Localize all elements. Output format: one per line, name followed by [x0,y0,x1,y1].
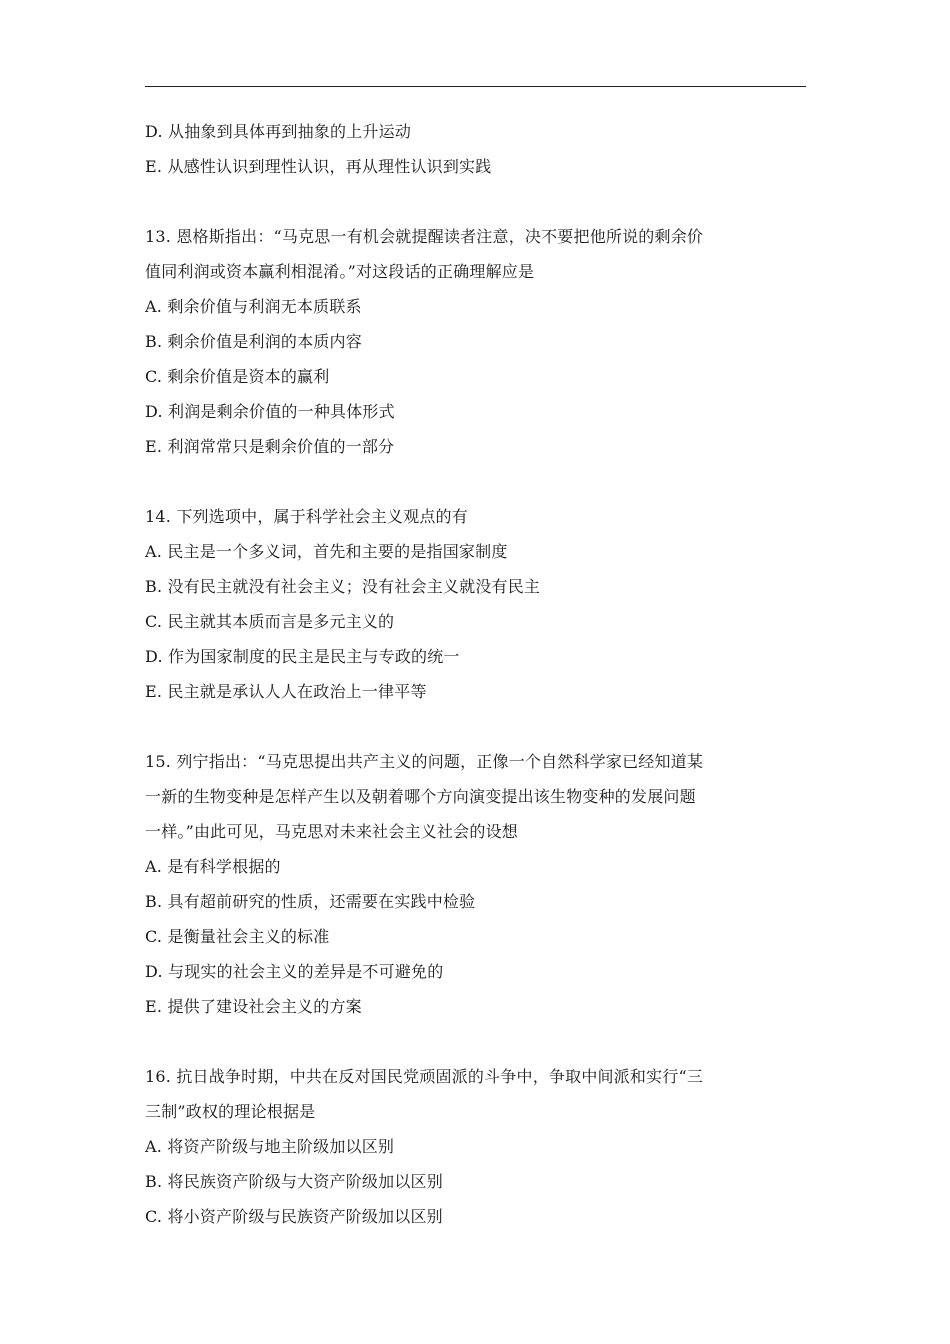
option-line: C. 剩余价值是资本的赢利 [145,367,330,386]
option-line: E. 从感性认识到理性认识，再从理性认识到实践 [145,157,492,176]
question-stem: 值同利润或资本赢利相混淆。”对这段话的正确理解应是 [145,262,535,281]
option-line: A. 将资产阶级与地主阶级加以区别 [145,1137,395,1156]
question-stem: 13. 恩格斯指出：“马克思一有机会就提醒读者注意，决不要把他所说的剩余价 [145,227,704,246]
option-line: C. 民主就其本质而言是多元主义的 [145,612,395,631]
option-line: A. 民主是一个多义词，首先和主要的是指国家制度 [145,542,508,561]
question-stem: 14. 下列选项中，属于科学社会主义观点的有 [145,507,468,526]
option-line: D. 利润是剩余价值的一种具体形式 [145,402,395,421]
option-line: E. 提供了建设社会主义的方案 [145,997,362,1016]
option-line: A. 剩余价值与利润无本质联系 [145,297,362,316]
question-13 [145,219,809,464]
option-line: C. 将小资产阶级与民族资产阶级加以区别 [145,1207,443,1226]
option-line: B. 没有民主就没有社会主义；没有社会主义就没有民主 [145,577,541,596]
option-line: C. 是衡量社会主义的标准 [145,927,330,946]
question-stem: 15. 列宁指出：“马克思提出共产主义的问题，正像一个自然科学家已经知道某 [145,752,704,771]
option-line: D. 作为国家制度的民主是民主与专政的统一 [145,647,460,666]
question-stem: 一样。”由此可见，马克思对未来社会主义社会的设想 [145,822,518,841]
option-line: D. 与现实的社会主义的差异是不可避免的 [145,962,444,981]
question-15 [145,744,809,1024]
option-line: A. 是有科学根据的 [145,857,281,876]
question-stem: 三制”政权的理论根据是 [145,1102,316,1121]
option-line: B. 将民族资产阶级与大资产阶级加以区别 [145,1172,443,1191]
question-stem: 一新的生物变种是怎样产生以及朝着哪个方向演变提出该生物变种的发展问题 [145,787,696,806]
document-body [145,114,809,1234]
option-line: E. 民主就是承认人人在政治上一律平等 [145,682,427,701]
question-14 [145,499,809,709]
option-line: D. 从抽象到具体再到抽象的上升运动 [145,122,412,141]
question-stem: 16. 抗日战争时期，中共在反对国民党顽固派的斗争中，争取中间派和实行“三 [145,1067,704,1086]
question-16 [145,1059,809,1234]
option-line: B. 具有超前研究的性质，还需要在实践中检验 [145,892,476,911]
option-line: B. 剩余价值是利润的本质内容 [145,332,362,351]
option-line: E. 利润常常只是剩余价值的一部分 [145,437,395,456]
header-rule [145,86,806,87]
